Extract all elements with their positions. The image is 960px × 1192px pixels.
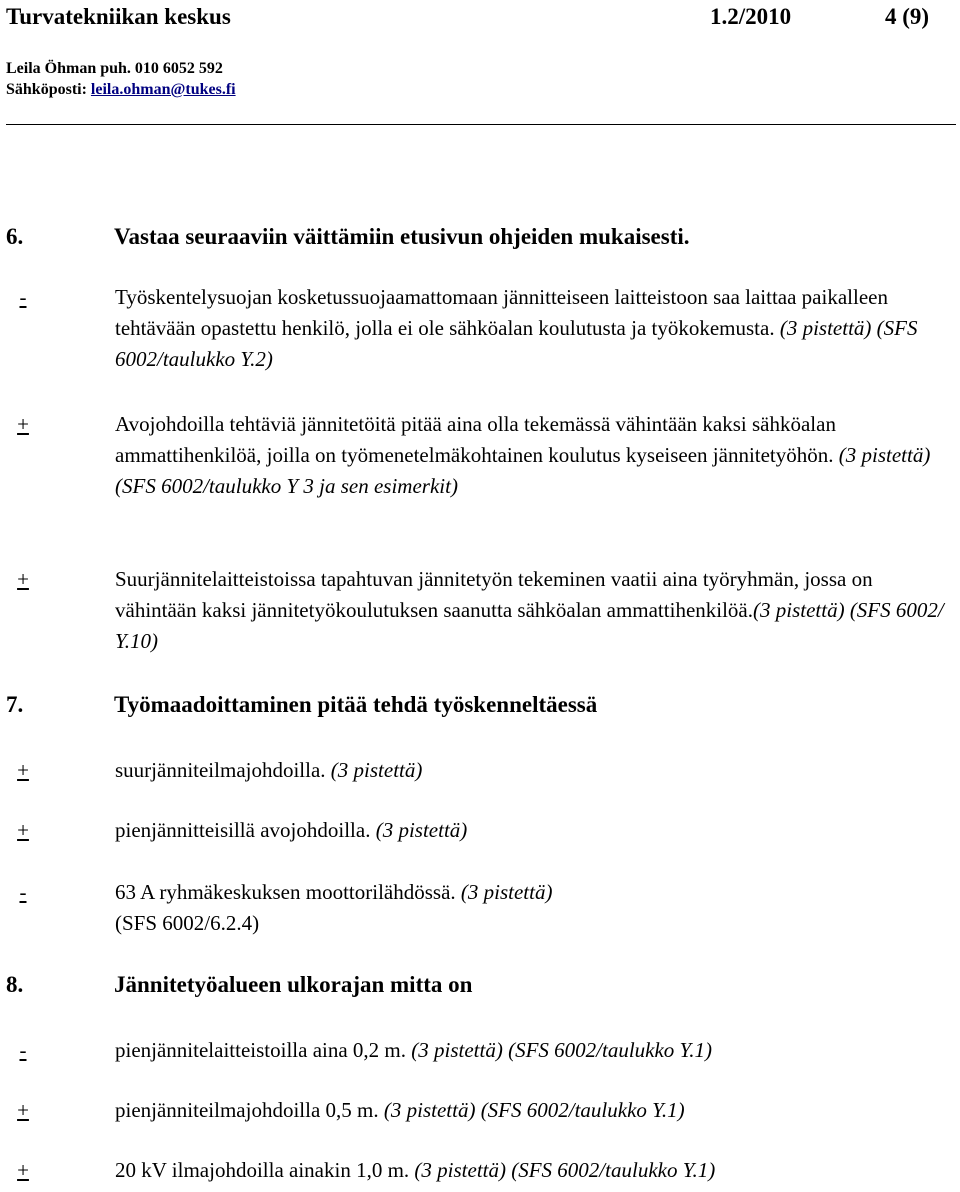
answer-citation: (3 pistettä) (SFS 6002/taulukko Y.1)	[383, 1098, 685, 1122]
contact-email-row	[6, 79, 956, 100]
page-header	[6, 0, 956, 100]
question-text: Vastaa seuraaviin väittämiin etusivun ohjeiden mukaisesti.	[114, 224, 690, 249]
answer-item	[6, 409, 956, 502]
answer-item	[6, 1155, 956, 1186]
question-number: 7.	[6, 692, 24, 717]
answer-citation: (3 pistettä)	[375, 818, 468, 842]
answer-mark: -	[19, 285, 27, 309]
answer-mark: +	[17, 1098, 29, 1122]
page-number: 4 (9)	[885, 4, 930, 29]
answer-text: Suurjännitelaitteistoissa tapahtuvan jännitetyön tekeminen vaatii aina työryhmän, jossa on vähintään kaksi jännitetyökoulutuksen saanutta sähköalan ammattihenkilöä.	[115, 567, 873, 622]
answer-citation: (3 pistettä) (SFS 6002/taulukko Y 3 ja sen esimerkit)	[115, 443, 931, 498]
answer-item	[6, 1095, 956, 1126]
answer-citation: (3 pistettä)	[460, 880, 553, 904]
answer-mark: -	[19, 1038, 27, 1062]
answer-item	[6, 282, 956, 375]
email-label: Sähköposti:	[6, 81, 87, 98]
answer-mark: +	[17, 758, 29, 782]
answer-item	[6, 1035, 956, 1066]
question-text: Jännitetyöalueen ulkorajan mitta on	[114, 972, 473, 997]
answer-citation: (3 pistettä) (SFS 6002/taulukko Y.1)	[414, 1158, 716, 1182]
answer-mark: +	[17, 412, 29, 436]
question-text: Työmaadoittaminen pitää tehdä työskenneltäessä	[114, 692, 598, 717]
answer-mark: +	[17, 1158, 29, 1182]
answer-citation: (3 pistettä) (SFS 6002/ Y.10)	[115, 598, 944, 653]
answer-item	[6, 877, 956, 939]
answer-item	[6, 755, 956, 786]
document-date: 1.2/2010	[710, 4, 792, 29]
answer-item	[6, 564, 956, 657]
contact-block	[6, 58, 956, 100]
answer-citation: (3 pistettä) (SFS 6002/taulukko Y.1)	[411, 1038, 713, 1062]
header-row	[6, 0, 956, 34]
question-8-title	[6, 970, 472, 1000]
question-number: 6.	[6, 224, 24, 249]
answer-mark: -	[19, 880, 27, 904]
answer-reference: (SFS 6002/6.2.4)	[115, 911, 260, 935]
answer-text: 63 A ryhmäkeskuksen moottorilähdössä.	[115, 880, 456, 904]
answer-text: suurjänniteilmajohdoilla.	[115, 758, 326, 782]
question-number: 8.	[6, 972, 24, 997]
answer-text: pienjänniteilmajohdoilla 0,5 m.	[115, 1098, 379, 1122]
organization-name: Turvatekniikan keskus	[6, 4, 231, 29]
answer-mark: +	[17, 818, 29, 842]
answer-text: Avojohdoilla tehtäviä jännitetöitä pitää aina olla tekemässä vähintään kaksi sähköalan ammattihenkilöä, joilla on työmenetelmäkohtainen koulutus kyseiseen jännitetyöhön.	[115, 412, 836, 467]
header-divider	[6, 124, 956, 125]
answer-item	[6, 815, 956, 846]
contact-phone: Leila Öhman puh. 010 6052 592	[6, 60, 223, 77]
answer-text: pienjännitteisillä avojohdoilla.	[115, 818, 371, 842]
answer-citation: (3 pistettä) (SFS 6002/taulukko Y.2)	[115, 316, 918, 371]
answer-text: 20 kV ilmajohdoilla ainakin 1,0 m.	[115, 1158, 410, 1182]
question-7-title	[6, 690, 597, 720]
answer-text: Työskentelysuojan kosketussuojaamattomaan jännitteiseen laitteistoon saa laittaa paikalleen tehtävään opastettu henkilö, jolla ei ole sähköalan koulutusta ja työkokemusta.	[115, 285, 888, 340]
answer-mark: +	[17, 567, 29, 591]
answer-citation: (3 pistettä)	[330, 758, 423, 782]
email-link[interactable]: leila.ohman@tukes.fi	[90, 81, 236, 98]
question-6-title	[6, 222, 690, 252]
answer-text: pienjännitelaitteistoilla aina 0,2 m.	[115, 1038, 407, 1062]
